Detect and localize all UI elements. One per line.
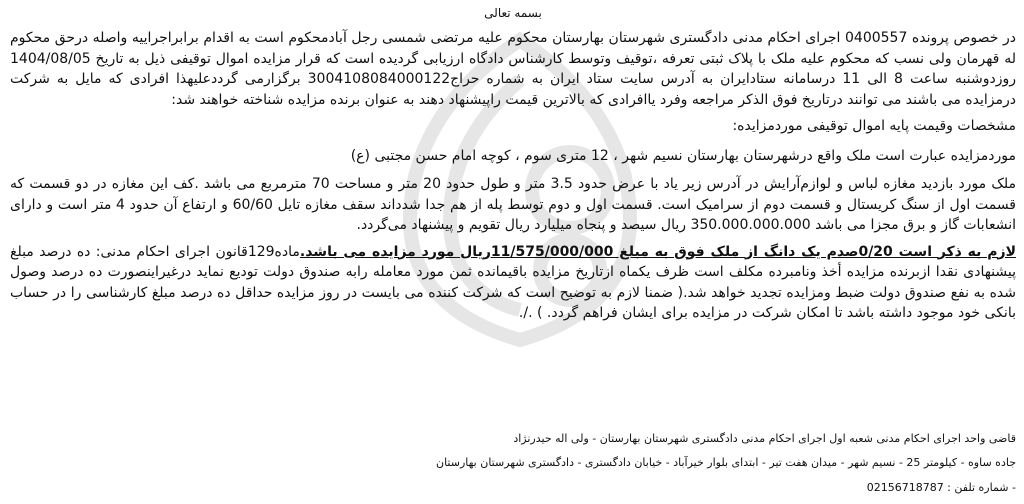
- property-address: موردمزایده عبارت است ملک واقع درشهرستان بهارستان نسیم شهر ، 12 متری سوم ، کوچه امام حسن مجتبی (ع): [350, 148, 1016, 164]
- article-129-text: ماده129قانون اجرای احکام مدنی: ده درصد مبلغ پیشنهادی نقدا ازبرنده مزایده أخذ ونامبرده مکلف است ظرف یکماه ازتاریخ مزایده باقیمانده ثمن مورد معامله رابه صندوق دولت تودیع نماید درغیراینصورت ده درصد وصول شده به نفع صندوق دولت ضبط ومزایده تجدید خواهد شد.( ضمنا لازم به توضیح است که شرکت کننده می بایست در روز مزایده حداقل ده درصد مبلغ کارشناسی را در حساب بانکی خود موجود داشته باشد تا امکان شرکت در مزایده برای ایشان فراهم گردد. ) ./.: [10, 243, 1016, 321]
- auction-share-price: لازم به ذکر است 0/20صدم یک دانگ از ملک فوق به مبلغ 11/575/000/000ریال مورد مزایده می باشد.: [299, 243, 1016, 260]
- header-basmala: بسمه تعالی: [484, 6, 542, 20]
- footer-signature: قاضی واحد اجرای احکام مدنی شعبه اول اجرای احکام مدنی دادگستری شهرستان بهارستان - ولی اله حیدرنژاد: [513, 432, 1016, 445]
- specs-heading: مشخصات وقیمت پایه اموال توقیفی موردمزایده:: [732, 118, 1016, 134]
- notice-content: [10, 6, 1016, 324]
- footer-phone: - شماره تلفن : 02156718787: [866, 481, 1016, 494]
- footer-address: جاده ساوه - کیلومتر 25 - نسیم شهر - میدان هفت تیر - ابتدای بلوار خیرآباد - خیابان دادگستری - دادگستری شهرستان بهارستان: [435, 456, 1016, 469]
- paragraph-case-details: در خصوص پرونده 0400557 اجرای احکام مدنی دادگستری شهرستان بهارستان محکوم علیه مرتضی شمسی رجل آبادمحکوم است به اقدام برابراجراییه واصله درحق محکوم له قهرمان ولی نسب که محکوم علیه ملک با پلاک ثبتی تعرفه ،توقیف وتوسط کارشناس دادگاه ارزیابی گردیده است که قرار مزایده اموال توقیفی ذیل به تاریخ 1404/08/05 روزدوشنبه ساعت 8 الی 11 درسامانه ستادایران به آدرس سایت ستاد ایران به شماره حراج3004108084000122 برگزارمی گرددعلیهذا افرادی که مایل به شرکت درمزایده می باشند می توانند درتاریخ فوق الذکر مراجعه وفرد یاافرادی که بالاترین قیمت راپیشنهاد دهند به عنوان برنده مزایده شناخته خواهند شد:: [10, 30, 1016, 108]
- paragraph-property-description: ملک مورد بازدید مغازه لباس و لوازم‌آرایش در آدرس زیر یاد با عرض حدود 3.5 متر و طول حدود 20 متر و مساحت 70 مترمربع می باشد .کف این مغازه در دو قسمت که قسمت اول از سنگ کریستال و قسمت دوم از سرامیک است. قسمت اول و دوم توسط پله از هم جدا شدداند سقف مغازه تایل 60/60 و ارتفاع آن حدود 4 متر است و دارای انشعابات گاز و برق مجزا می باشد 350.000.000.000 ریال سیصد و پنجاه میلیارد ریال تقویم و پیشنهاد می‌گردد.: [10, 176, 1017, 233]
- paragraph-auction-terms: [10, 242, 1016, 324]
